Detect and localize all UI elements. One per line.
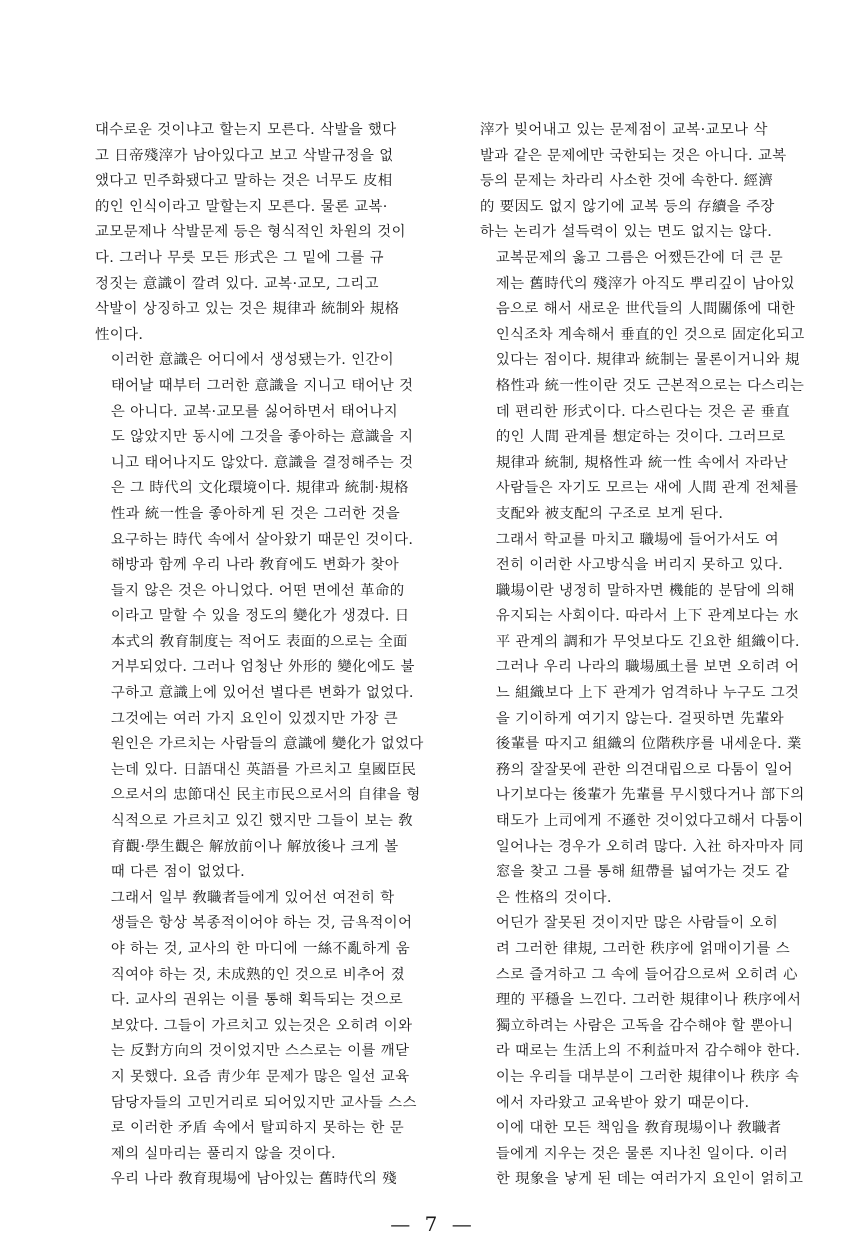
text-line: 다. 그러나 무릇 모든 形式은 그 밑에 그를 규 (95, 249, 384, 266)
text-line: 이라고 말할 수 있을 정도의 變化가 생겼다. 日 (110, 608, 410, 625)
paragraph (480, 118, 832, 246)
text-line: 등의 문제는 차라리 사소한 것에 속한다. 經濟 (480, 173, 774, 190)
text-line: 구하고 意識上에 있어선 별다른 변화가 없었다. (110, 685, 414, 702)
text-line: 원인은 가르치는 사람들의 意識에 變化가 없었다 (110, 736, 424, 753)
text-line: 支配와 被支配의 구조로 보게 된다. (495, 505, 724, 522)
text-line: 는 反對方向의 것이었지만 스스로는 이를 깨닫 (110, 1043, 410, 1060)
paragraph (480, 911, 832, 1116)
text-line: 的인 인식이라고 말할는지 모른다. 물론 교복· (95, 198, 388, 215)
text-line: 的인 人間 관계를 想定하는 것이다. 그러므로 (495, 429, 786, 446)
text-line: 라 때로는 生活上의 不利益마저 감수해야 한다. (495, 1043, 801, 1060)
text-line: 들에게 지우는 것은 물론 지나친 일이다. 이러 (495, 1145, 789, 1162)
text-line: 해방과 함께 우리 나라 敎育에도 변화가 찾아 (110, 557, 400, 574)
text-line: 우리 나라 敎育現場에 남아있는 舊時代의 殘 (110, 1171, 398, 1188)
text-line: 도 않았지만 동시에 그것을 좋아하는 意識을 지 (110, 429, 414, 446)
text-line: 滓가 빚어내고 있는 문제점이 교복·교모나 삭 (480, 122, 768, 138)
text-line: 平 관계의 調和가 무엇보다도 긴요한 組織이다. (495, 633, 800, 650)
text-line: 보았다. 그들이 가르치고 있는것은 오히려 이와 (110, 1017, 413, 1034)
text-line: 그래서 학교를 마치고 職場에 들어가서도 여 (495, 531, 780, 548)
text-line: 이러한 意識은 어디에서 생성됐는가. 인간이 (110, 352, 395, 369)
paragraph (95, 118, 447, 348)
text-line: 後輩를 따지고 組織의 位階秩序를 내세운다. 業 (495, 736, 802, 753)
paragraph (480, 528, 832, 912)
text-line: 스로 즐겨하고 그 속에 들어감으로써 오히려 心 (495, 966, 798, 983)
text-line: 직여야 하는 것, 未成熟的인 것으로 비추어 졌 (110, 966, 406, 983)
text-line: 는데 있다. 日語대신 英語를 가르치고 皇國臣民 (110, 761, 417, 778)
text-line: 이는 우리들 대부분이 그러한 規律이나 秩序 속 (495, 1068, 800, 1085)
text-line: 야 하는 것, 교사의 한 마디에 一絲不亂하게 움 (110, 941, 411, 957)
text-line: 은 아니다. 교복·교모를 싫어하면서 태어나지 (110, 403, 399, 420)
text-line: 교모문제나 삭발문제 등은 형식적인 차원의 것이 (95, 224, 406, 241)
page-number: — 7 — (390, 1212, 476, 1236)
right-column (480, 118, 832, 1193)
text-line: 職場이란 냉정히 말하자면 機能的 분담에 의해 (495, 582, 795, 599)
text-line: 獨立하려는 사람은 고독을 감수해야 할 뿐아니 (495, 1017, 794, 1034)
text-line: 하는 논리가 설득력이 있는 면도 없지는 않다. (480, 224, 773, 241)
text-line: 本式의 敎育制度는 적어도 表面的으로는 全面 (110, 633, 408, 650)
text-line: 태어날 때부터 그러한 意識을 지니고 태어난 것 (110, 377, 414, 394)
text-line: 지 못했다. 요즘 靑少年 문제가 많은 일선 교육 (110, 1068, 410, 1085)
text-line: 性과 統一性을 좋아하게 된 것은 그러한 것을 (110, 505, 401, 522)
paragraph (95, 1167, 447, 1193)
text-line: 태도가 上司에게 不遜한 것이었다고해서 다툼이 (495, 813, 804, 830)
text-line: 사람들은 자기도 모르는 새에 人間 관계 전체를 (495, 480, 799, 497)
text-line: 니고 태어나지도 않았다. 意識을 결정해주는 것 (110, 454, 414, 471)
text-line: 느 組織보다 上下 관계가 엄격하나 누구도 그것 (495, 685, 800, 702)
text-line: 에서 자라왔고 교육받아 왔기 때문이다. (495, 1094, 750, 1111)
text-line: 그러나 우리 나라의 職場風土를 보면 오히려 어 (495, 659, 800, 676)
text-line: 的 要因도 없지 않기에 교복 등의 存續을 주장 (480, 198, 775, 215)
text-line: 식적으로 가르치고 있긴 했지만 그들이 보는 敎 (110, 813, 413, 830)
text-line: 規律과 統制, 規格性과 統一性 속에서 자라난 (495, 454, 788, 471)
text-line: 窓을 찾고 그를 통해 紐帶를 넓여가는 것도 같 (495, 864, 790, 881)
text-line: 때 다른 점이 없었다. (110, 864, 246, 881)
text-line: 삭발이 상징하고 있는 것은 規律과 統制와 規格 (95, 301, 400, 318)
text-line: 담당자들의 고민거리로 되어있지만 교사들 스스 (110, 1094, 417, 1111)
text-line: 으로서의 忠節대신 民主市民으로서의 自律을 형 (110, 787, 421, 804)
text-line: 나기보다는 後輩가 先輩를 무시했다거나 部下의 (495, 787, 805, 804)
text-line: 그래서 일부 敎職者들에게 있어선 여전히 학 (110, 889, 395, 906)
text-line: 고 日帝殘滓가 남아있다고 보고 삭발규정을 없 (95, 147, 394, 164)
text-line: 인식조차 계속해서 垂直的인 것으로 固定化되고 (495, 326, 805, 343)
text-line: 발과 같은 문제에만 국한되는 것은 아니다. 교복 (480, 147, 787, 164)
text-line: 은 그 時代의 文化環境이다. 規律과 統制·規格 (110, 480, 409, 497)
text-line: 일어나는 경우가 오히려 많다. 入社 하자마자 同 (495, 838, 804, 855)
text-line: 있다는 점이다. 規律과 統制는 물론이거니와 規 (495, 352, 800, 369)
text-line: 다. 교사의 권위는 이를 통해 획득되는 것으로 (110, 992, 404, 1009)
text-line: 거부되었다. 그러나 엄청난 外形的 變化에도 불 (110, 659, 415, 676)
text-line: 이에 대한 모든 책임을 敎育現場이나 敎職者 (495, 1120, 782, 1137)
text-line: 格性과 統一性이란 것도 근본적으로는 다스리는 (495, 377, 805, 394)
text-line: 務의 잘잘못에 관한 의견대립으로 다툼이 일어 (495, 761, 793, 778)
text-line: 대수로운 것이냐고 할는지 모른다. 삭발을 했다 (95, 122, 397, 138)
text-line: 요구하는 時代 속에서 살아왔기 때문인 것이다. (110, 531, 414, 548)
text-line: 려 그러한 律規, 그러한 秩序에 얽매이기를 스 (495, 941, 791, 957)
paragraph (480, 246, 832, 528)
text-line: 제는 舊時代의 殘滓가 아직도 뿌리깊이 남아있 (495, 275, 795, 292)
text-line: 생들은 항상 복종적이어야 하는 것, 금욕적이어 (110, 915, 413, 932)
left-column (95, 118, 447, 1193)
text-line: 음으로 해서 새로운 世代들의 人間關係에 대한 (495, 301, 796, 318)
text-line: 앴다고 민주화됐다고 말하는 것은 너무도 皮相 (95, 173, 393, 190)
text-line: 정짓는 意識이 깔려 있다. 교복·교모, 그리고 (95, 275, 379, 292)
text-line: 은 性格의 것이다. (495, 889, 612, 906)
text-line: 들지 않은 것은 아니었다. 어떤 면에선 革命的 (110, 582, 405, 599)
text-line: 理的 平穩을 느낀다. 그러한 規律이나 秩序에서 (495, 992, 802, 1009)
paragraph (95, 553, 447, 886)
text-line: 제의 실마리는 풀리지 않을 것이다. (110, 1145, 336, 1162)
text-line: 을 기이하게 여기지 않는다. 걸핏하면 先輩와 (495, 710, 785, 727)
text-line: 전히 이러한 사고방식을 버리지 못하고 있다. (495, 557, 784, 574)
text-line: 한 現象을 낳게 된 데는 여러가지 요인이 얽히고 (495, 1171, 804, 1188)
paragraph (95, 348, 447, 553)
text-line: 性이다. (95, 326, 144, 343)
paragraph (480, 1116, 832, 1193)
paragraph (95, 886, 447, 1168)
text-line: 로 이러한 矛盾 속에서 탈피하지 못하는 한 문 (110, 1120, 405, 1137)
text-line: 그것에는 여러 가지 요인이 있겠지만 가장 큰 (110, 710, 399, 727)
text-line: 데 편리한 形式이다. 다스린다는 것은 곧 垂直 (495, 403, 791, 420)
text-line: 유지되는 사회이다. 따라서 上下 관계보다는 水 (495, 608, 799, 625)
text-line: 어딘가 잘못된 것이지만 많은 사람들이 오히 (495, 915, 779, 932)
text-line: 育觀·學生觀은 解放前이나 解放後나 크게 볼 (110, 838, 399, 855)
text-line: 교복문제의 옳고 그름은 어쨌든간에 더 큰 문 (495, 249, 784, 266)
